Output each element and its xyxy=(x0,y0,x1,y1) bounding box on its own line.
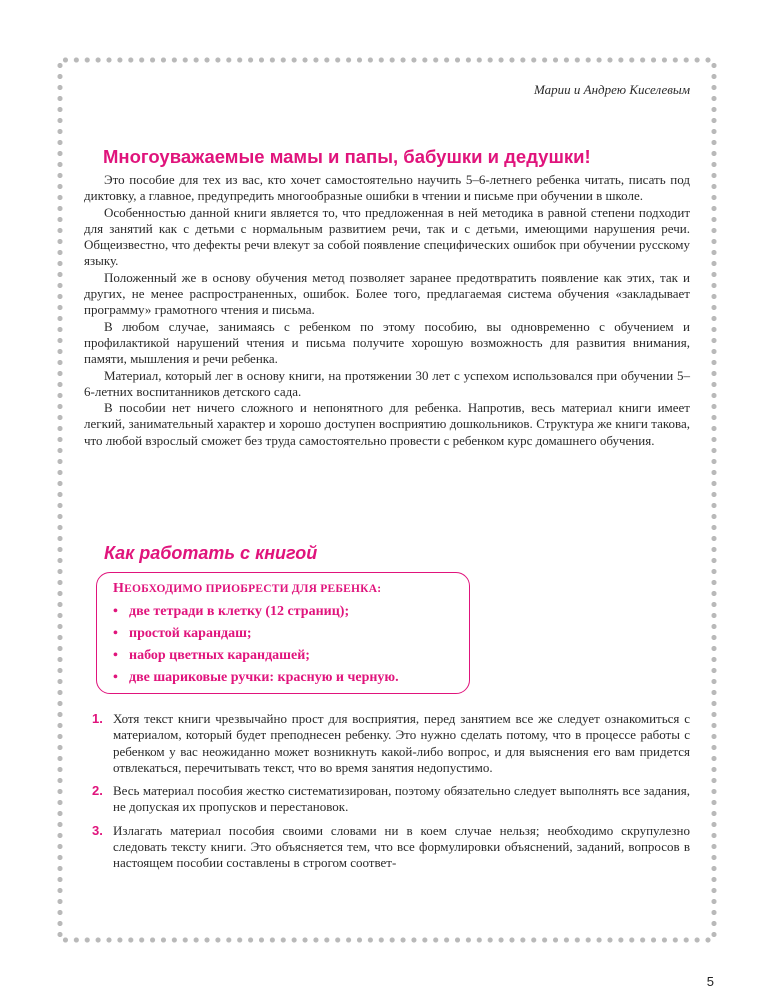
bullet-icon: • xyxy=(113,604,118,619)
list-item xyxy=(113,623,455,645)
supplies-title xyxy=(113,581,455,597)
step-text: Весь материал пособия жестко систематизирован, поэтому обязательно следует выполнять все задания, не допуская их пропусков и перестановок. xyxy=(113,783,690,815)
page-number: 5 xyxy=(706,974,714,989)
supply-item: две тетради в клетку (12 страниц); xyxy=(129,604,350,619)
bullet-icon: • xyxy=(113,670,118,685)
intro-text xyxy=(84,172,690,449)
list-item xyxy=(113,667,455,689)
frame-top-border xyxy=(60,57,714,63)
frame-bottom-border xyxy=(60,937,714,943)
section-heading: Как работать с книгой xyxy=(104,543,318,563)
intro-paragraph: Материал, который лег в основу книги, на протяжении 30 лет с успехом использовался при обучении 5–6-летних воспитанников детского сада. xyxy=(84,367,690,399)
supply-item: простой карандаш; xyxy=(129,626,252,641)
supplies-list xyxy=(113,601,455,689)
supplies-title-initial: Н xyxy=(113,581,125,596)
supplies-box xyxy=(96,572,470,694)
step-item xyxy=(92,711,690,776)
intro-paragraph: Положенный же в основу обучения метод позволяет заранее предотвратить появление как этих, так и других, не менее распространенных, ошибок. Более того, предлагаемая система обучения «закладывает программу» грамотного чтения и письма. xyxy=(84,269,690,318)
list-item xyxy=(113,601,455,623)
supplies-title-rest: ЕОБХОДИМО ПРИОБРЕСТИ ДЛЯ РЕБЕНКА: xyxy=(124,583,382,595)
supply-item: две шариковые ручки: красную и черную. xyxy=(129,670,399,685)
step-item xyxy=(92,823,690,872)
step-number: 2. xyxy=(92,783,103,799)
step-number: 1. xyxy=(92,711,103,726)
intro-paragraph: Это пособие для тех из вас, кто хочет самостоятельно научить 5–6-летнего ребенка читать, писать под диктовку, а главное, предупредить многообразные ошибки в чтении и письме при обучении в школе. xyxy=(84,172,690,204)
step-text: Хотя текст книги чрезвычайно прост для восприятия, перед занятием все же следует ознакомиться с материалом, который будет преподнесен ребенку. Это нужно сделать потому, что в процессе работы с ребенком у вас неожиданно может возникнуть какой-либо вопрос, и для выяснения его вам придется отвлекаться, перечитывать текст, что во время занятия недопустимо. xyxy=(113,711,690,775)
frame-right-border xyxy=(711,60,717,940)
intro-paragraph: В пособии нет ничего сложного и непонятного для ребенка. Напротив, весь материал книги имеет легкий, занимательный характер и хорошо доступен восприятию дошкольников. Структура же книги такова, что любой взрослый сможет без труда самостоятельно провести с ребенком курс домашнего обучения. xyxy=(84,400,690,448)
instruction-steps xyxy=(92,711,690,879)
step-number: 3. xyxy=(92,822,103,838)
intro-paragraph: Особенностью данной книги является то, что предложенная в ней методика в равной степени подходит для занятий как с детьми с нормальным развитием речи, так и с детьми, имеющими нарушения речи. Общеизвестно, что дефекты речи влекут за собой появление специфических ошибок при обучении русскому языку. xyxy=(84,204,690,269)
bullet-icon: • xyxy=(113,648,118,663)
step-text: Излагать материал пособия своими словами ни в коем случае нельзя; необходимо скрупулезно следовать тексту книги. Это объясняется тем, что все формулировки объяснений, заданий, вопросов в настоящем пособии составлены в строгом соответ- xyxy=(113,822,690,871)
dedication: Марии и Андрею Киселевым xyxy=(534,82,690,97)
list-item xyxy=(113,645,455,667)
page-title: Многоуважаемые мамы и папы, бабушки и дедушки! xyxy=(103,146,591,167)
supply-item: набор цветных карандашей; xyxy=(129,648,310,663)
bullet-icon: • xyxy=(113,626,118,641)
step-item xyxy=(92,783,690,816)
frame-left-border xyxy=(57,60,63,940)
intro-paragraph: В любом случае, занимаясь с ребенком по этому пособию, вы одновременно с обучением и профилактикой нарушений чтения и письма получите хорошую возможность для развития внимания, памяти, мышления и речи ребенка. xyxy=(84,318,690,367)
